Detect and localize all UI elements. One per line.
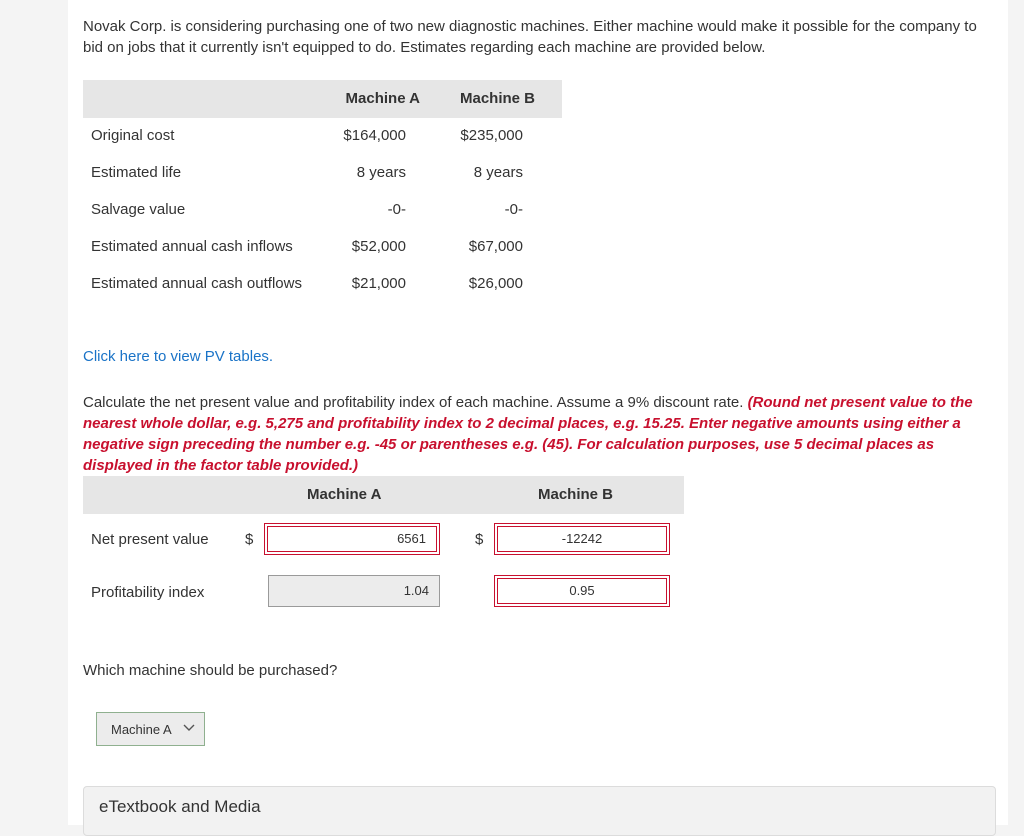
- npv-b-currency: $: [475, 531, 484, 548]
- npv-label: Net present value: [91, 531, 209, 548]
- estimates-row-original-cost: [83, 118, 562, 155]
- npv-machine-b-value: -12242: [497, 526, 667, 552]
- pv-tables-link[interactable]: Click here to view PV tables.: [83, 348, 274, 365]
- machine-b-value: $26,000: [468, 275, 523, 292]
- machine-a-value: $52,000: [351, 238, 406, 255]
- machine-select-value: Machine A: [111, 722, 172, 737]
- chevron-down-icon: [182, 723, 196, 733]
- header-machine-b: Machine B: [459, 90, 535, 107]
- purchase-question: Which machine should be purchased?: [83, 662, 338, 679]
- pi-label: Profitability index: [91, 584, 205, 601]
- estimates-row-annual-inflows: [83, 229, 562, 266]
- instructions-text: Calculate the net present value and profitability index of each machine. Assume a 9% discount rate.: [83, 394, 748, 411]
- intro-text: Novak Corp. is considering purchasing one of two new diagnostic machines. Either machine would make it possible for the company to bid on jobs that it currently isn't equipped to do. Estimates regarding each machine are provided below.: [83, 18, 977, 56]
- header-machine-a: Machine A: [345, 90, 420, 107]
- estimates-row-annual-outflows: [83, 266, 562, 303]
- row-label: Estimated annual cash outflows: [91, 275, 302, 292]
- machine-select[interactable]: [96, 712, 205, 746]
- row-label: Salvage value: [91, 201, 186, 218]
- machine-a-value: $164,000: [343, 127, 406, 144]
- estimates-header: [83, 80, 562, 118]
- instructions-emphasis: (Round net present value to the nearest whole dollar, e.g. 5,275 and profitability index to 2 decimal places, e.g. 15.25. Enter negative amounts using either a negative sign preceding the number e.g. -45 or parentheses e.g. (45). For calculation purposes, use 5 decimal places as displayed in the factor table provided.): [83, 394, 973, 474]
- row-label: Estimated annual cash inflows: [91, 238, 293, 255]
- row-label: Estimated life: [91, 164, 182, 181]
- estimates-row-salvage-value: [83, 192, 562, 229]
- machine-b-value: $235,000: [460, 127, 523, 144]
- machine-a-value: $21,000: [351, 275, 406, 292]
- machine-b-value: -0-: [504, 201, 523, 218]
- npv-machine-a-value: 6561: [267, 526, 437, 552]
- question-panel: [68, 0, 1008, 825]
- answer-header-machine-b: Machine B: [538, 486, 614, 503]
- answers-header: [83, 476, 684, 514]
- pi-machine-a-value: 1.04: [403, 583, 429, 598]
- row-label: Original cost: [91, 127, 175, 144]
- machine-a-value: 8 years: [356, 164, 406, 181]
- instructions: [83, 392, 998, 476]
- estimates-row-estimated-life: [83, 155, 562, 192]
- npv-machine-a-input[interactable]: [264, 523, 440, 555]
- pi-machine-b-input[interactable]: [494, 575, 670, 607]
- machine-b-value: $67,000: [468, 238, 523, 255]
- pi-machine-a-input[interactable]: [268, 575, 440, 607]
- pi-machine-b-value: 0.95: [497, 578, 667, 604]
- machine-a-value: -0-: [387, 201, 406, 218]
- etextbook-media-panel[interactable]: [83, 786, 996, 836]
- npv-a-currency: $: [245, 531, 254, 548]
- answer-header-machine-a: Machine A: [307, 486, 382, 503]
- etextbook-media-title: eTextbook and Media: [99, 797, 261, 816]
- npv-machine-b-input[interactable]: [494, 523, 670, 555]
- machine-b-value: 8 years: [473, 164, 523, 181]
